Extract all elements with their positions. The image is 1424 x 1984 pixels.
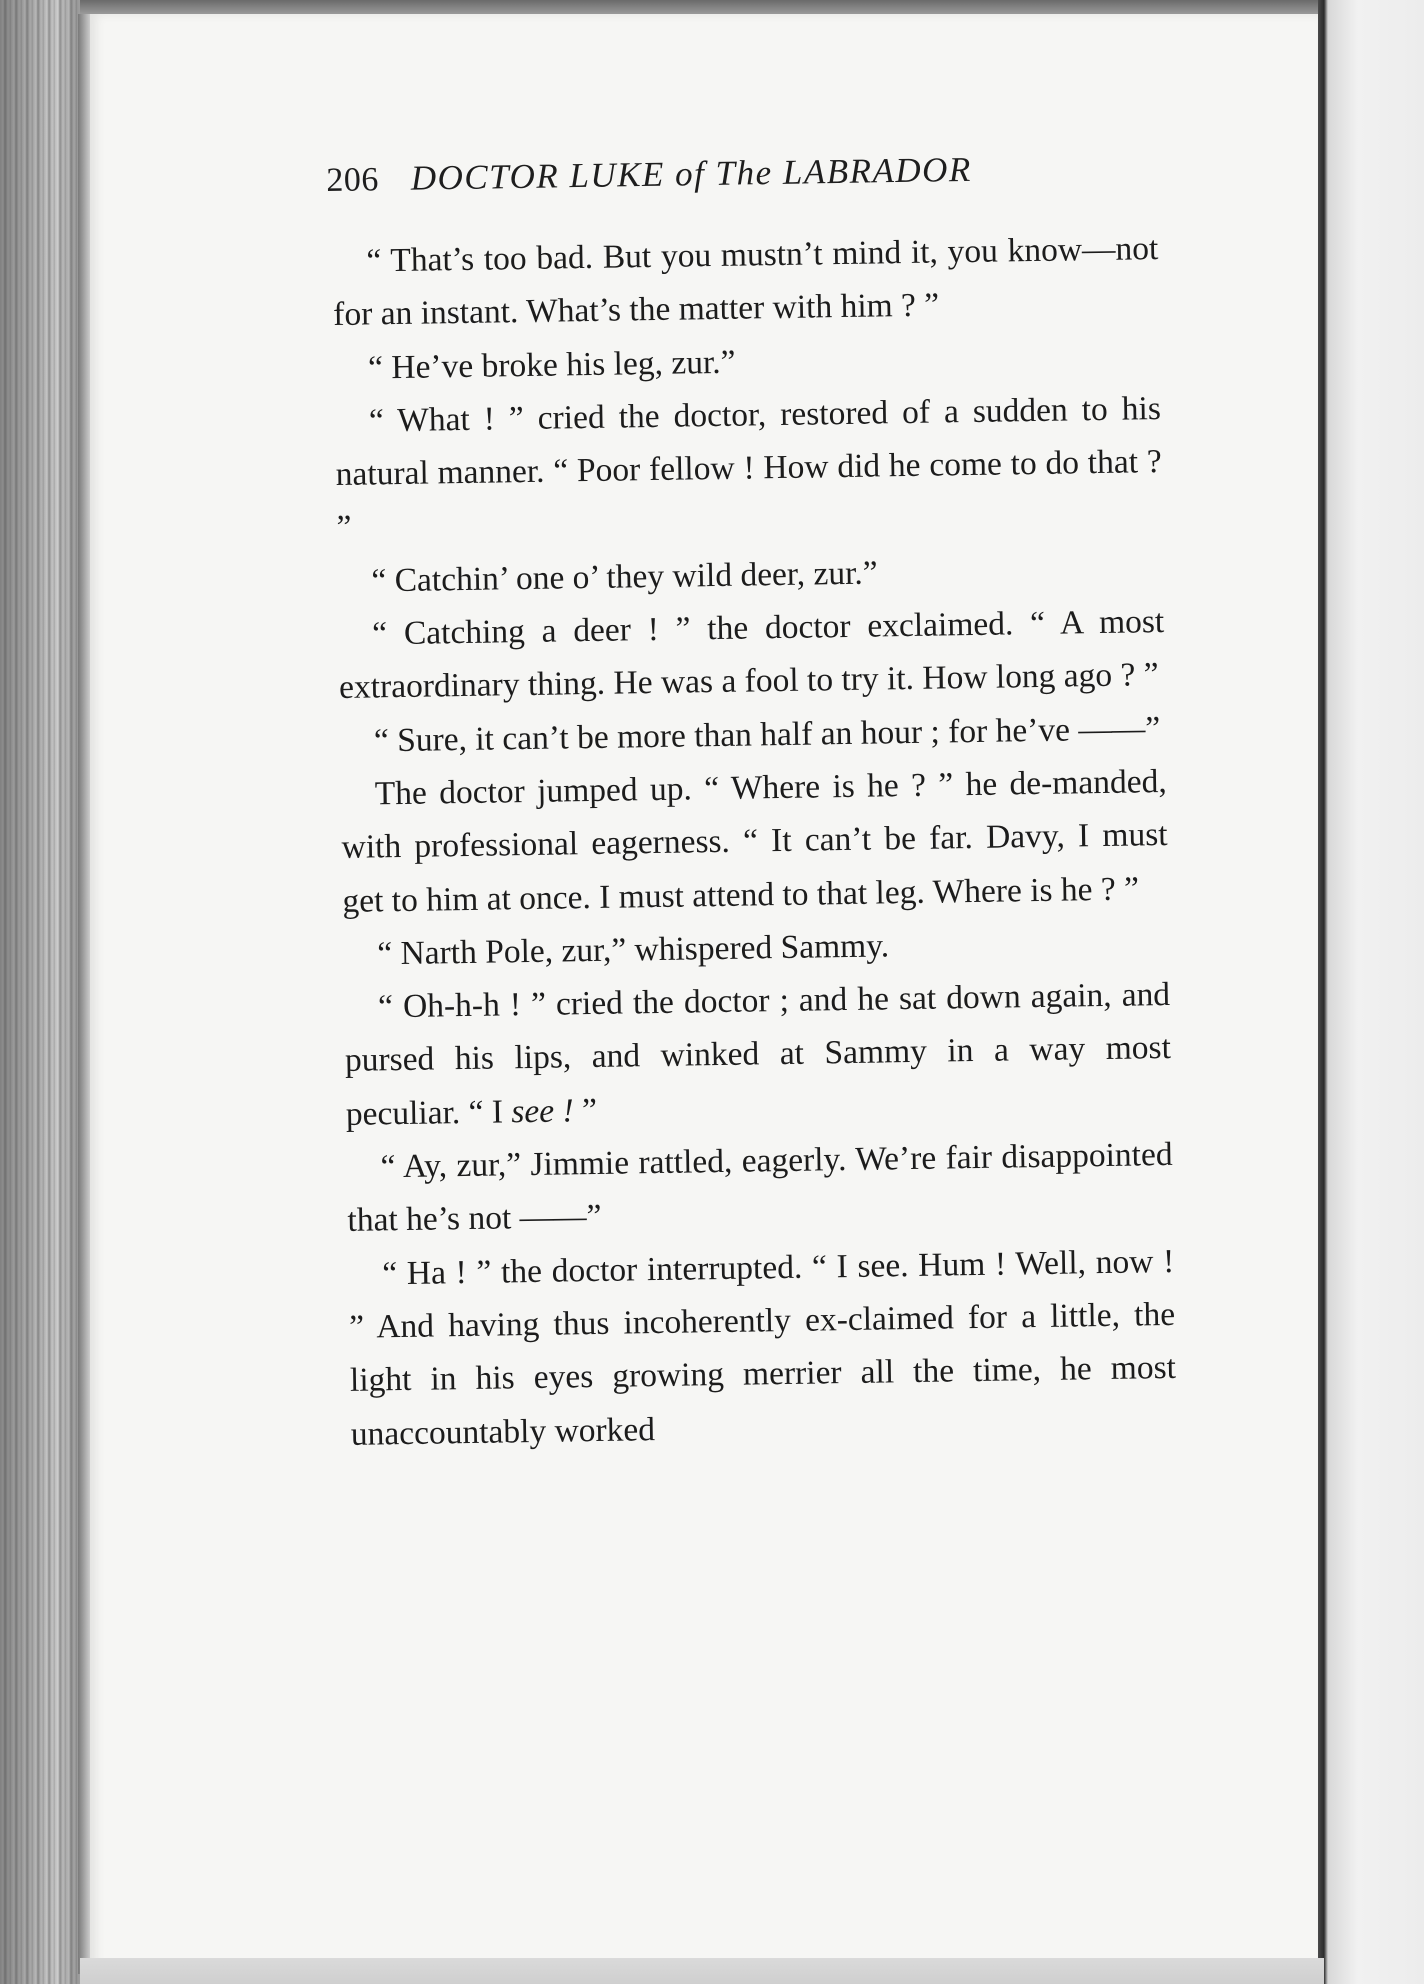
paragraph: “ Ay, zur,” Jimmie rattled, eagerly. We’re fair disappointed that he’s not ——” [347,1135,1173,1240]
body-text [332,222,1177,1461]
paragraph: “ He’ve broke his leg, zur.” [367,343,736,387]
page-number: 206 [326,161,380,199]
paragraph: “ Ha ! ” the doctor interrupted. “ I see. Hum ! Well, now ! ” And having thus incoherently ex-claimed for a little, the light in his eyes growing merrier all the time, he most unaccountably worked [348,1242,1177,1453]
paragraph: The doctor jumped up. “ Where is he ? ” he de-manded, with professional eagerness. “ It can’t be far. Davy, I must get to him at once. I must attend to that leg. Where is he ? ” [341,762,1168,920]
paragraph-text: “ Oh-h-h ! ” cried the doctor ; and he sat down again, and pursed his lips, and winked at Sammy in a way most peculiar. “ I [344,976,1172,1133]
italic-emphasis: see ! [511,1092,574,1131]
paragraph: “ Catchin’ one o’ they wild deer, zur.” [371,554,878,600]
book-page-edges [0,0,80,1984]
running-title: DOCTOR LUKE of The LABRADOR [410,149,973,198]
paragraph: “ That’s too bad. But you mustn’t mind it, you know—not for an instant. What’s the matter with him ? ” [332,230,1159,334]
paragraph: “ Sure, it can’t be more than half an hour ; for he’ve ——” [373,709,1161,760]
scan-frame-right [1318,0,1424,1984]
paragraph: “ What ! ” cried the doctor, restored of a sudden to his natural manner. “ Poor fellow ! How did he come to do that ? ” [335,389,1162,547]
closing-quote: ” [573,1091,598,1130]
paragraph: “ Narth Pole, zur,” whispered Sammy. [377,927,890,973]
scan-frame-bottom [80,1958,1324,1984]
scan-frame-top [0,0,1424,14]
paragraph: “ Catching a deer ! ” the doctor exclaimed. “ A most extraordinary thing. He was a fool to try it. How long ago ? ” [338,603,1165,707]
paragraph [344,968,1172,1141]
